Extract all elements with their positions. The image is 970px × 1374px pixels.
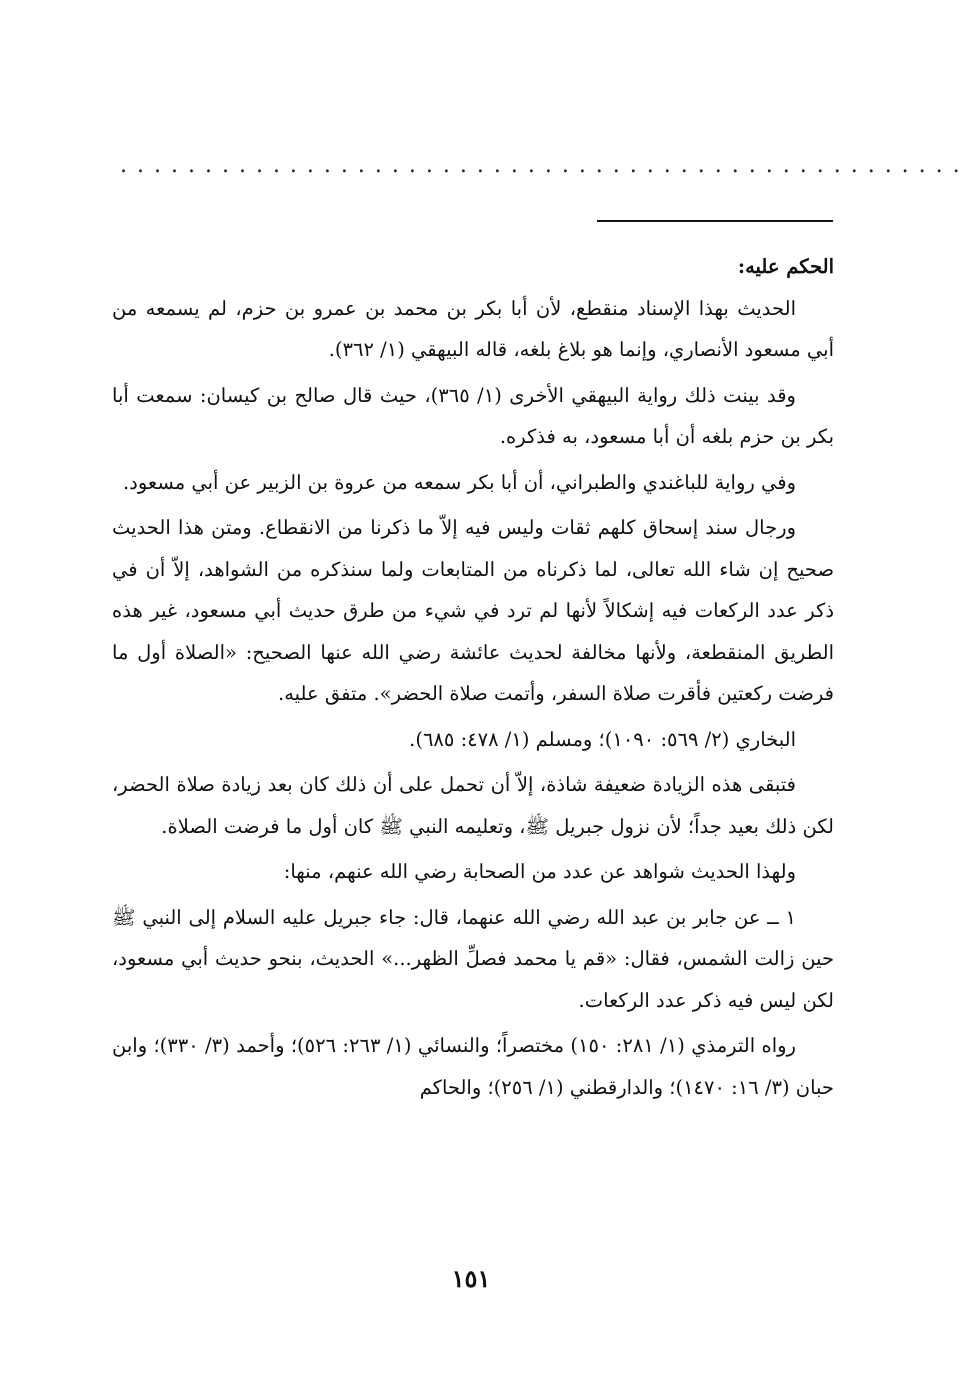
section-heading: الحكم عليه: (737, 255, 834, 278)
paragraph: وقد بينت ذلك رواية البيهقي الأخرى (١/ ٣٦٥)، حيث قال صالح بن كيسان: سمعت أبا بكر بن حزم بلغه أن أبا مسعود، به فذكره. (112, 383, 834, 448)
main-text (112, 246, 834, 1112)
paragraph: ورجال سند إسحاق كلهم ثقات وليس فيه إلاّ ما ذكرنا من الانقطاع. ومتن هذا الحديث صحيح إن شاء الله تعالى، لما ذكرناه من المتابعات ولما سنذكره من الشواهد، إلاّ أن في ذكر عدد الركعات فيه إشكالاً لأنها لم ترد في شيء من طرق حديث أبي مسعود، غير هذه الطريق المنقطعة، ولأنها مخالفة لحديث عائشة رضي الله عنها الصحيح: «الصلاة أول ما فرضت ركعتين فأقرت صلاة السفر، وأتمت صلاة الحضر». متفق عليه. (112, 516, 834, 705)
page-number: ١٥١ (451, 1264, 491, 1293)
paragraph: فتبقى هذه الزيادة ضعيفة شاذة، إلاّ أن تحمل على أن ذلك كان بعد زيادة صلاة الحضر، لكن ذلك بعيد جداً؛ لأن نزول جبريل ﷺ، وتعليمه النبي ﷺ كان أول ما فرضت الصلاة. (112, 773, 834, 838)
dotted-separator: .................................................. (120, 153, 970, 178)
citation-paragraph: رواه الترمذي (١/ ٢٨١: ١٥٠) مختصراً؛ والنسائي (١/ ٢٦٣: ٥٢٦)؛ وأحمد (٣/ ٣٣٠)؛ وابن حبان (٣/ ١٦: ١٤٧٠)؛ والدارقطني (١/ ٢٥٦)؛ والحاكم (112, 1034, 834, 1099)
paragraph: وفي رواية للباغندي والطبراني، أن أبا بكر سمعه من عروة بن الزبير عن أبي مسعود. (122, 470, 796, 494)
numbered-paragraph: ١ ــ عن جابر بن عبد الله رضي الله عنهما، قال: جاء جبريل عليه السلام إلى النبي ﷺ حين زالت الشمس، فقال: «قم يا محمد فصلِّ الظهر...» الحديث، بنحو حديث أبي مسعود، لكن ليس فيه ذكر عدد الركعات. (112, 905, 834, 1012)
citation-paragraph: البخاري (٢/ ٥٦٩: ١٠٩٠)؛ ومسلم (١/ ٤٧٨: ٦٨٥). (409, 727, 796, 751)
paragraph: ولهذا الحديث شواهد عن عدد من الصحابة رضي الله عنهم، منها: (283, 860, 796, 883)
paragraph: الحديث بهذا الإسناد منقطع، لأن أبا بكر بن محمد بن عمرو بن حزم، لم يسمعه من أبي مسعود الأنصاري، وإنما هو بلاغ بلغه، قاله البيهقي (١/ ٣٦٢). (112, 296, 834, 361)
footnote-rule (597, 220, 833, 222)
